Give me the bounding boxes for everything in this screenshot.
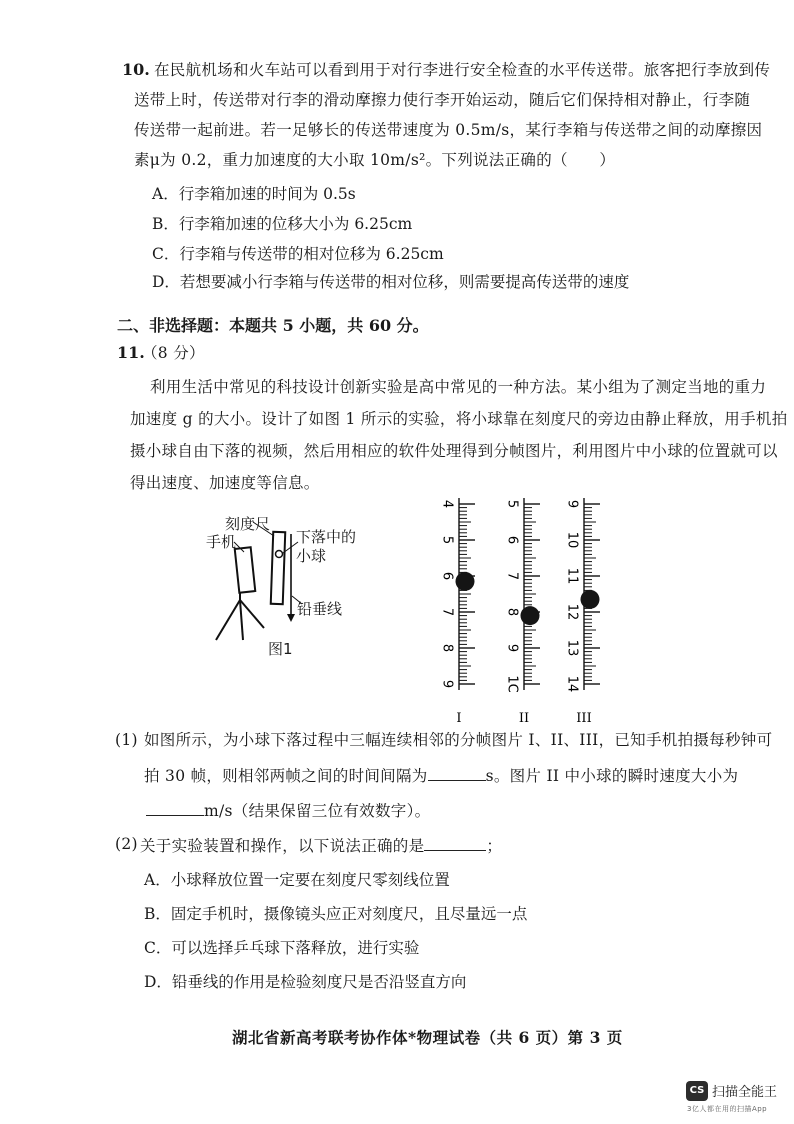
phone-icon bbox=[216, 547, 264, 640]
ruler-II-tick-label: 7 bbox=[504, 571, 520, 581]
q10-line-1: 在民航机场和火车站可以看到用于对行李进行安全检查的水平传送带。旅客把行李放到传 bbox=[154, 61, 771, 79]
answer-blank-choice[interactable] bbox=[424, 834, 486, 851]
q11-number: 11. bbox=[117, 343, 145, 362]
ruler-II-tick-label: 8 bbox=[504, 607, 520, 617]
q11-intro-2: 加速度 g 的大小。设计了如图 1 所示的实验，将小球靠在刻度尺的旁边由静止释放，用手机拍 bbox=[130, 410, 788, 428]
q10-line-4: 素μ为 0.2，重力加速度的大小取 10m/s²。下列说法正确的（ ） bbox=[134, 151, 616, 169]
q10-option-c: C．行李箱与传送带的相对位移为 6.25cm bbox=[152, 245, 444, 263]
q10-line-2: 送带上时，传送带对行李的滑动摩擦力使行李开始运动，随后它们保持相对静止，行李随 bbox=[134, 91, 751, 109]
page-footer: 湖北省新高考联考协作体*物理试卷（共 6 页）第 3 页 bbox=[232, 1028, 623, 1047]
ruler-II-tick-label: 5 bbox=[504, 499, 520, 509]
q11-sub2-option-d: D．铅垂线的作用是检验刻度尺是否沿竖直方向 bbox=[144, 973, 467, 991]
ruler-I-ball bbox=[456, 572, 475, 591]
q11-intro-4: 得出速度、加速度等信息。 bbox=[130, 474, 320, 492]
answer-blank-interval[interactable] bbox=[428, 764, 486, 781]
label-phone: 手机 bbox=[206, 533, 237, 551]
ruler-I-tick-label: 9 bbox=[439, 679, 455, 689]
ruler-I-tick-label: 4 bbox=[439, 499, 455, 509]
section-two-title: 二、非选择题：本题共 5 小题，共 60 分。 bbox=[117, 316, 429, 335]
q11-sub2-stem-text: 关于实验装置和操作，以下说法正确的是 bbox=[140, 837, 425, 855]
label-ball-1: 下落中的 bbox=[296, 528, 357, 546]
ruler-II-tick-label: 9 bbox=[504, 643, 520, 653]
q11-sub2-option-c: C．可以选择乒乓球下落释放，进行实验 bbox=[144, 939, 420, 957]
ruler-III-label: III bbox=[576, 711, 592, 726]
q11-sub1-line3 bbox=[146, 799, 430, 821]
q11-sub1-number: (1) bbox=[115, 731, 138, 749]
plumb-bob-arrow bbox=[287, 614, 295, 622]
answer-blank-velocity[interactable] bbox=[146, 799, 204, 816]
label-plumb: 铅垂线 bbox=[297, 600, 343, 618]
q11-intro-1: 利用生活中常见的科技设计创新实验是高中常见的一种方法。某小组为了测定当地的重力 bbox=[150, 378, 767, 396]
scanner-logo-icon: CS bbox=[686, 1081, 708, 1101]
ruler-II-tick-label: 6 bbox=[504, 535, 520, 545]
q10-line-3: 传送带一起前进。若一足够长的传送带速度为 0.5m/s，某行李箱与传送带之间的动摩擦因 bbox=[134, 121, 763, 139]
q11-sub2-number: (2) bbox=[115, 835, 138, 853]
ruler-I-label: I bbox=[456, 711, 462, 726]
q11-sub1-line2-b: s。图片 II 中小球的瞬时速度大小为 bbox=[485, 767, 739, 785]
q10-option-b: B．行李箱加速的位移大小为 6.25cm bbox=[152, 215, 413, 233]
q11-sub2-option-a: A．小球释放位置一定要在刻度尺零刻线位置 bbox=[144, 871, 450, 889]
q11-sub2-stem-end: ； bbox=[486, 837, 503, 855]
ruler-I-tick-label: 5 bbox=[439, 535, 455, 545]
ruler-III-tick-label: 10 bbox=[564, 531, 580, 549]
q10-number: 10. bbox=[122, 60, 150, 79]
figure1-caption: 图1 bbox=[268, 640, 293, 658]
ruler-II-ball bbox=[521, 606, 540, 625]
ruler-III-tick-label: 9 bbox=[564, 499, 580, 509]
q11-intro-3: 摄小球自由下落的视频，然后用相应的软件处理得到分帧图片，利用图片中小球的位置就可以 bbox=[130, 442, 778, 460]
q11-sub1-line2 bbox=[144, 764, 738, 786]
ruler-II-label: II bbox=[518, 711, 530, 726]
q11-sub1-line1: 如图所示，为小球下落过程中三幅连续相邻的分帧图片 I、II、III，已知手机拍摄每秒钟可 bbox=[144, 731, 773, 749]
ruler-I-tick-label: 7 bbox=[439, 607, 455, 617]
scanner-app-tagline: 3亿人都在用的扫描App bbox=[687, 1105, 768, 1113]
ruler-I-tick-label: 8 bbox=[439, 643, 455, 653]
ruler-I-tick-label: 6 bbox=[439, 571, 455, 581]
ruler-III-tick-label: 11 bbox=[564, 567, 580, 585]
ruler-II-tick-label: 1C bbox=[504, 675, 520, 693]
ruler-III-tick-label: 12 bbox=[564, 603, 580, 621]
label-ball-2: 小球 bbox=[296, 547, 327, 565]
q11-sub1-line3-text: m/s（结果保留三位有效数字）。 bbox=[204, 802, 431, 820]
ruler-III-tick-label: 14 bbox=[564, 675, 580, 693]
falling-ball-sketch bbox=[276, 551, 283, 558]
q10-option-a: A．行李箱加速的时间为 0.5s bbox=[152, 185, 356, 203]
scanner-app-name: 扫描全能王 bbox=[712, 1085, 778, 1100]
ruler-III-ball bbox=[581, 590, 600, 609]
q11-sub2-option-b: B．固定手机时，摄像镜头应正对刻度尺，且尽量远一点 bbox=[144, 905, 528, 923]
q11-sub2-stem bbox=[140, 834, 502, 856]
q10-option-d: D．若想要减小行李箱与传送带的相对位移，则需要提高传送带的速度 bbox=[152, 273, 630, 291]
ruler-III-tick-label: 13 bbox=[564, 639, 580, 657]
q11-score: （8 分） bbox=[142, 344, 205, 362]
ruler-sketch bbox=[271, 532, 286, 604]
q11-sub1-line2-a: 拍 30 帧，则相邻两帧之间的时间间隔为 bbox=[144, 767, 428, 785]
frame-rulers bbox=[425, 492, 625, 732]
label-ruler: 刻度尺 bbox=[225, 515, 271, 533]
